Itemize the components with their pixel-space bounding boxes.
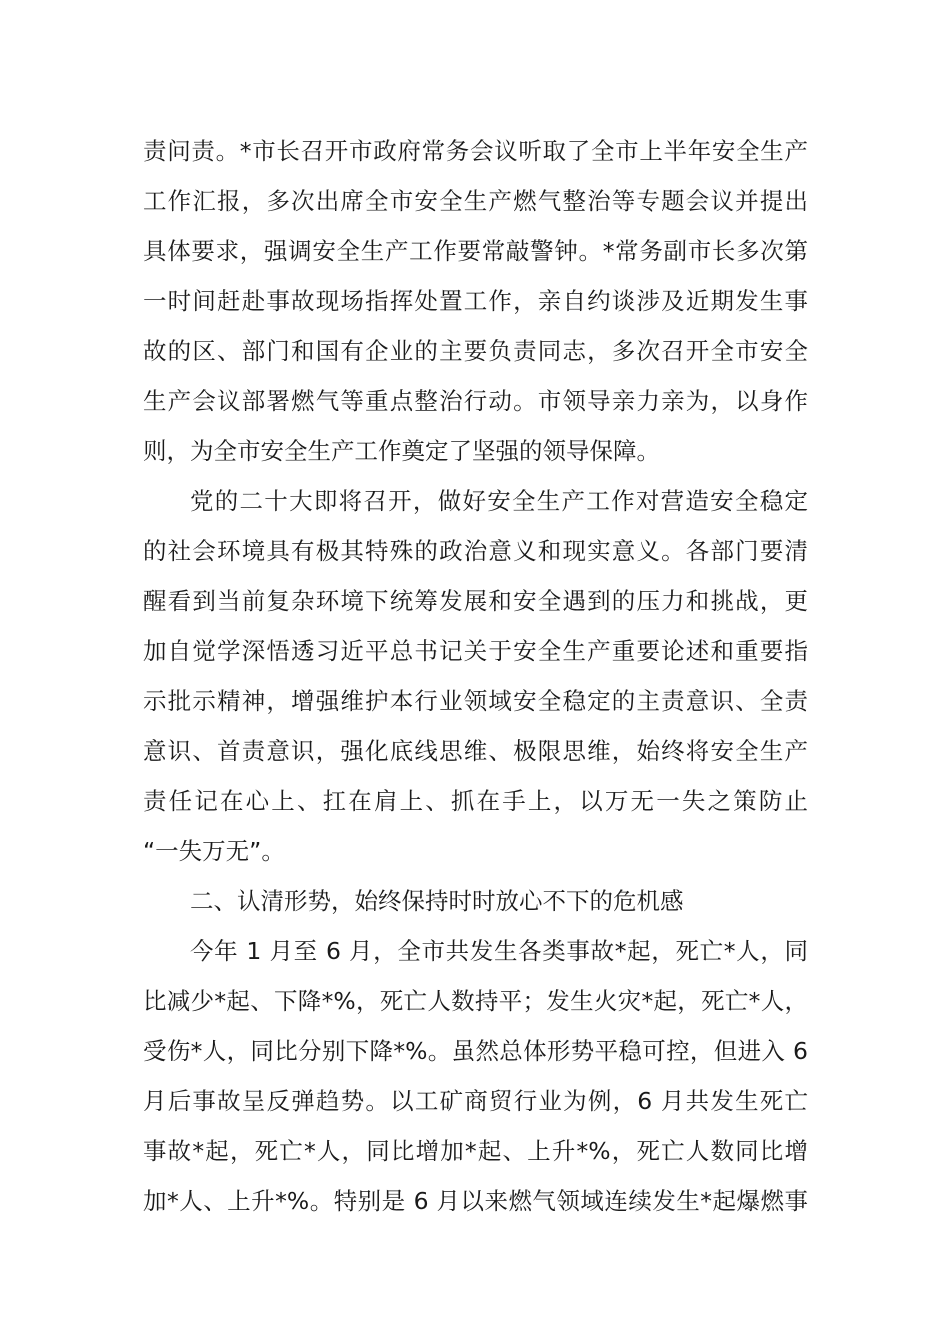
text-line: 月后事故呈反弹趋势。以工矿商贸行业为例，6 月共发生死亡 [143, 1087, 808, 1115]
text-line: 工作汇报，多次出席全市安全生产燃气整治等专题会议并提出 [143, 187, 808, 215]
text-line: 加*人、上升*%。特别是 6 月以来燃气领域连续发生*起爆燃事 [143, 1187, 808, 1215]
text-line: 具体要求，强调安全生产工作要常敲警钟。*常务副市长多次第 [143, 237, 808, 265]
text-line: “一失万无”。 [143, 837, 285, 865]
text-line: 意识、首责意识，强化底线思维、极限思维，始终将安全生产 [143, 737, 808, 765]
text-line: 生产会议部署燃气等重点整治行动。市领导亲力亲为，以身作 [143, 387, 808, 415]
document-body [143, 126, 808, 1226]
text-line: 责问责。*市长召开市政府常务会议听取了全市上半年安全生产 [143, 137, 808, 165]
text-line: 加自觉学深悟透习近平总书记关于安全生产重要论述和重要指 [143, 637, 808, 665]
text-line: 故的区、部门和国有企业的主要负责同志，多次召开全市安全 [143, 337, 808, 365]
text-line: 受伤*人，同比分别下降*%。虽然总体形势平稳可控，但进入 6 [143, 1037, 808, 1065]
text-line: 则，为全市安全生产工作奠定了坚强的领导保障。 [143, 437, 660, 465]
text-line: 醒看到当前复杂环境下统筹发展和安全遇到的压力和挑战，更 [143, 587, 808, 615]
text-line: 事故*起，死亡*人，同比增加*起、上升*%，死亡人数同比增 [143, 1137, 808, 1165]
text-line: 一时间赶赴事故现场指挥处置工作，亲自约谈涉及近期发生事 [143, 287, 808, 315]
section-heading: 二、认清形势，始终保持时时放心不下的危机感 [190, 887, 684, 915]
text-line: 比减少*起、下降*%，死亡人数持平；发生火灾*起，死亡*人， [143, 987, 808, 1015]
paragraph-first-line: 今年 1 月至 6 月，全市共发生各类事故*起，死亡*人，同 [190, 937, 808, 965]
text-line: 责任记在心上、扛在肩上、抓在手上，以万无一失之策防止 [143, 787, 808, 815]
paragraph-first-line: 党的二十大即将召开，做好安全生产工作对营造安全稳定 [190, 487, 808, 515]
text-line: 的社会环境具有极其特殊的政治意义和现实意义。各部门要清 [143, 537, 808, 565]
text-line: 示批示精神，增强维护本行业领域安全稳定的主责意识、全责 [143, 687, 808, 715]
